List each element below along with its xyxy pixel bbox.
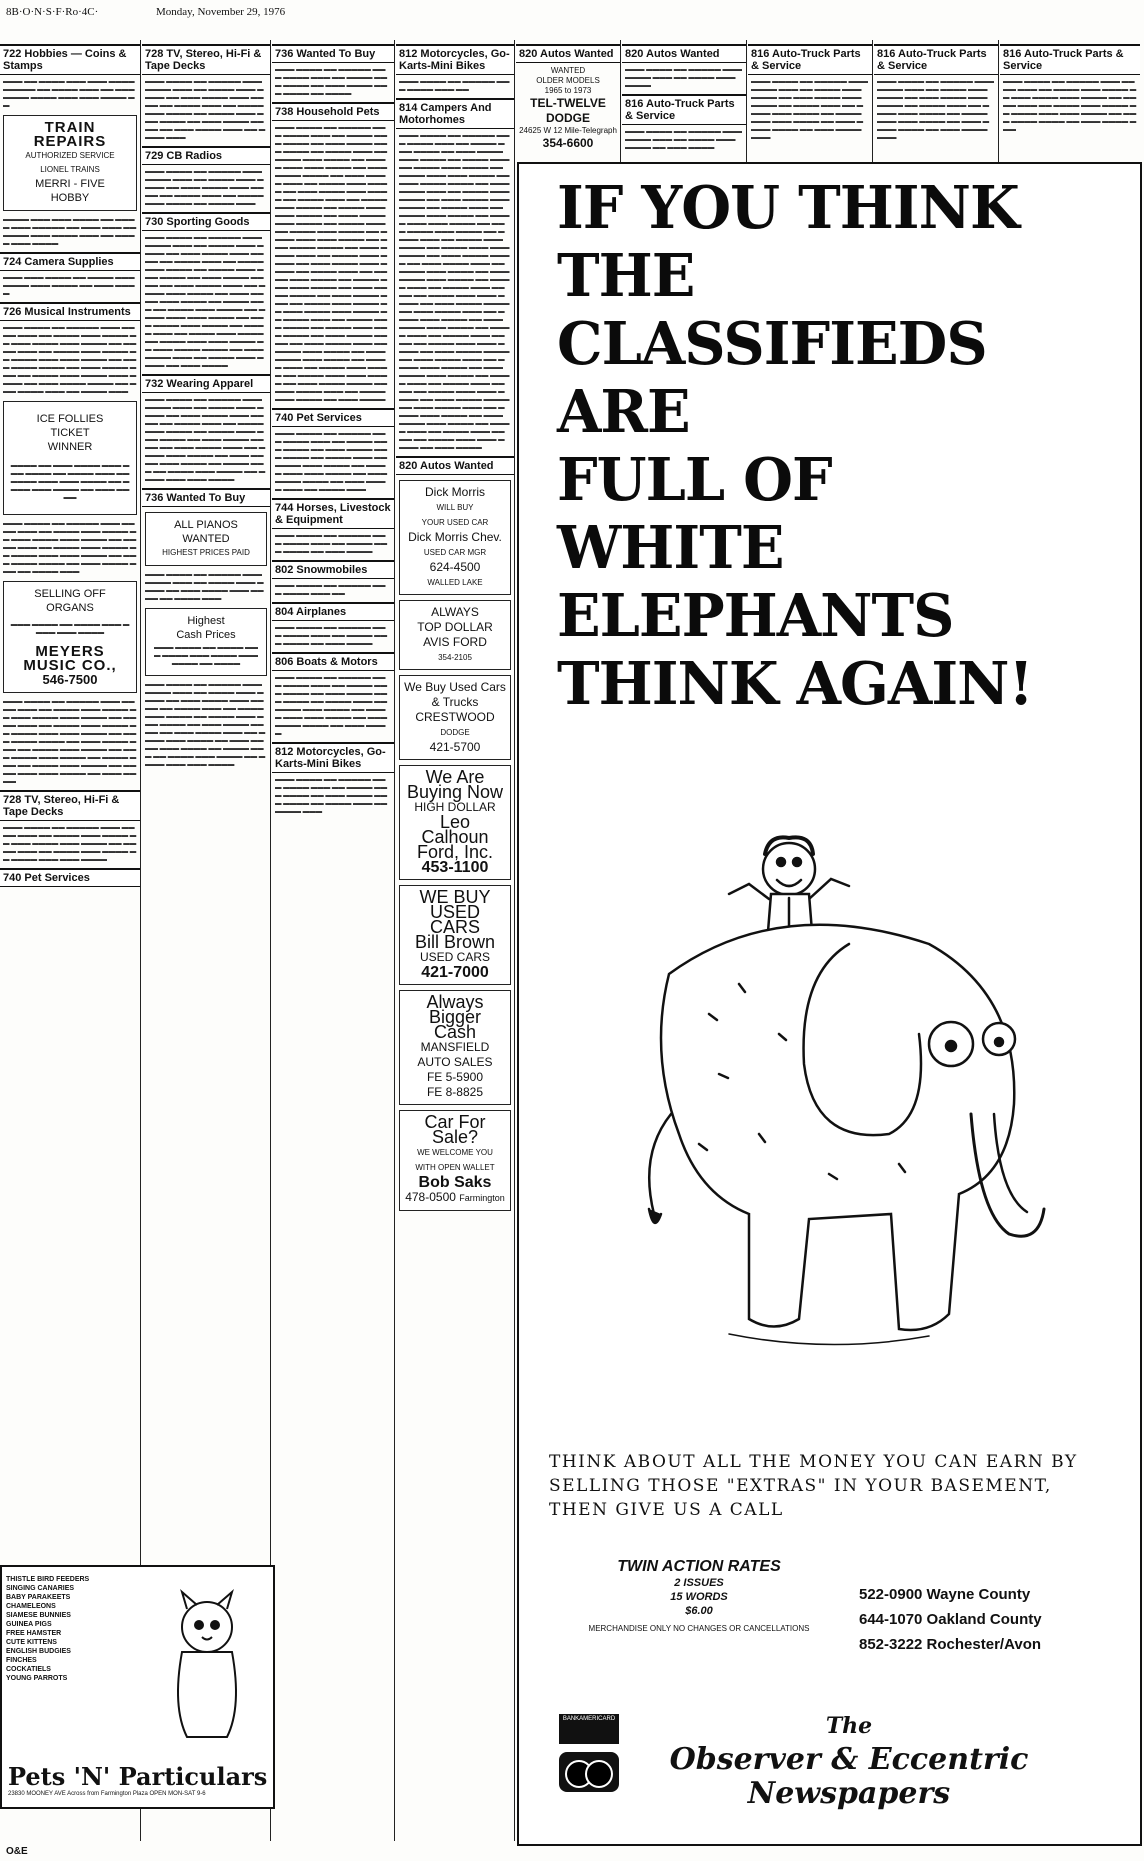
section-header: 728 TV, Stereo, Hi-Fi & Tape Decks [0,790,140,821]
section-header: 738 Household Pets [272,102,394,121]
classified-column-4: 812 Motorcycles, Go-Karts-Mini Bikes ▬▬▬ ▬▬▬▬ ▬▬ ▬▬▬▬▬ ▬▬▬ ▬▬▬▬ ▬▬▬ ▬▬ 814 Campers And Motorhomes ▬▬▬ ▬▬▬▬ ▬▬ ▬▬▬▬▬ ▬▬▬ ▬▬▬▬ ▬▬▬ ▬▬ ▬▬▬▬ ▬▬▬ ▬▬▬▬ ▬▬ ▬▬▬ ▬▬▬▬ ▬▬▬ ▬▬▬▬ ▬▬ ▬▬▬▬ ▬▬▬ ▬▬ ▬▬▬▬ ▬▬▬ ▬▬▬▬ ▬▬ ▬▬▬▬ ▬▬▬ ▬▬▬ ▬▬▬▬ ▬▬ ▬▬▬ ▬▬▬▬ ▬▬▬▬ ▬▬ ▬▬▬ ▬▬▬▬ ▬▬▬ ▬▬ ▬▬▬▬ ▬▬▬ ▬▬▬▬ ▬▬ ▬▬▬ ▬▬▬▬ ▬▬▬ ▬▬▬▬ ▬▬ ▬▬▬▬ ▬▬▬ ▬▬ ▬▬▬▬ ▬▬▬ ▬▬▬▬ ▬▬ ▬▬▬▬ ▬▬▬ ▬▬▬ ▬▬▬▬ ▬▬ ▬▬▬ ▬▬▬▬ ▬▬▬ ▬▬▬▬ ▬▬ ▬▬▬▬ ▬▬▬ ▬▬ ▬▬▬▬ ▬▬▬ ▬▬▬▬ ▬▬ ▬▬▬▬ ▬▬▬ ▬▬▬ ▬▬▬▬ ▬▬ ▬▬▬ ▬▬▬▬ ▬▬▬▬ ▬▬ ▬▬▬ ▬▬▬▬ ▬▬▬ ▬▬ ▬▬▬▬ ▬▬▬ ▬▬▬▬ ▬▬ ▬▬▬ ▬▬▬▬ ▬▬▬ ▬▬▬▬ ▬▬ ▬▬▬▬ ▬▬▬ ▬▬ ▬▬▬▬ ▬▬▬ ▬▬▬▬ ▬▬ ▬▬▬▬ ▬▬▬ ▬▬▬ ▬▬▬▬ ▬▬ ▬▬▬ ▬▬▬▬ ▬▬▬▬ ▬▬ ▬▬▬ ▬▬▬▬ ▬▬▬ ▬▬ ▬▬▬▬ ▬▬▬ ▬▬▬▬ ▬▬ ▬▬▬ ▬▬▬▬ ▬▬▬ ▬▬▬▬ ▬▬ ▬▬▬▬ ▬▬▬ ▬▬ ▬▬▬▬ ▬▬▬ ▬▬▬▬ ▬▬ ▬▬▬▬ ▬▬▬ ▬▬▬ ▬▬▬▬ ▬▬ ▬▬▬ ▬▬▬▬ ▬▬▬▬ ▬▬ ▬▬▬ ▬▬▬▬ ▬▬▬ ▬▬ ▬▬▬▬ ▬▬▬ ▬▬▬▬ ▬▬ ▬▬▬ ▬▬▬▬ ▬▬▬ ▬▬▬▬ ▬▬ ▬▬▬▬ ▬▬▬ ▬▬ ▬▬▬▬ ▬▬▬ ▬▬▬▬ ▬▬ ▬▬▬▬ ▬▬▬ ▬▬▬ ▬▬▬▬ ▬▬ ▬▬▬ ▬▬▬▬ ▬▬▬▬ ▬▬ ▬▬▬ ▬▬▬▬ ▬▬▬ ▬▬ ▬▬▬▬ ▬▬▬ ▬▬▬▬ ▬▬ ▬▬▬ ▬▬▬▬ ▬▬▬ ▬▬▬▬ ▬▬ ▬▬▬▬ ▬▬▬ ▬▬ ▬▬▬▬ ▬▬▬ ▬▬▬▬ ▬▬ ▬▬▬▬ ▬▬▬ ▬▬▬ ▬▬▬▬ ▬▬ ▬▬▬ ▬▬▬▬ 820 Autos Wanted Dick Morris WILL BUY YOUR USED CAR Dick Morris Chev. USED CAR MGR 624-4500 WALLED LAKE ALWAYS TOP DOLLAR AVIS FORD 354-2105 We Buy Used Cars & Trucks CRESTWOOD DODGE 421-5700 We Are Buying Now HIGH DOLLAR Leo Calhoun Ford, Inc. 453-1100 WE BUY USED CARS Bill Brown USED CARS 421-7000 Always Bigger Cash MANSFIELD AUTO SALES FE 5-5900 FE 8-8825 Car For Sale? WE WELCOME YOU WITH OPEN WALLET Bob Saks 478-0500 Farmington [396,40,515,1841]
phone-list [859,1582,1139,1657]
cat-illustration [152,1587,262,1747]
section-header: 820 Autos Wanted [396,456,514,475]
page-date: Monday, November 29, 1976 [156,6,286,18]
section-header: 812 Motorcycles, Go-Karts-Mini Bikes [396,44,514,75]
footer-mark: O&E [6,1846,28,1857]
top-column-5: 816 Auto-Truck Parts & Service ▬▬▬ ▬▬▬▬ ▬▬ ▬▬▬▬▬ ▬▬▬ ▬▬▬▬ ▬▬▬ ▬▬ ▬▬▬▬ ▬▬▬ ▬▬▬▬ ▬▬ ▬▬▬ ▬▬▬▬ ▬▬▬ ▬▬▬▬ ▬▬ ▬▬▬▬ ▬▬▬ ▬▬ ▬▬▬▬ ▬▬▬ ▬▬▬▬ ▬▬ ▬▬▬▬ ▬▬▬ ▬▬▬ ▬▬▬▬ ▬▬ ▬▬▬ ▬▬▬▬ ▬▬▬▬ ▬▬ ▬▬▬ ▬▬▬▬ ▬▬▬ [1000,40,1140,162]
pets-list: THISTLE BIRD FEEDERS SINGING CANARIES BABY PARAKEETS CHAMELEONS SIAMESE BUNNIES GUINEA PIGS FREE HAMSTER CUTE KITTENS ENGLISH BUDGIES FINCHES COCKATIELS YOUNG PARROTS [6,1576,90,1682]
mastercharge-icon [559,1752,619,1792]
section-header: 740 Pet Services [0,868,140,887]
classified-column-3: 736 Wanted To Buy ▬▬▬ ▬▬▬▬ ▬▬ ▬▬▬▬▬ ▬▬▬ ▬▬▬▬ ▬▬▬ ▬▬ ▬▬▬▬ ▬▬▬ ▬▬▬▬ ▬▬ ▬▬▬ ▬▬▬▬ ▬▬▬ ▬▬▬▬ ▬▬ ▬▬▬▬ 738 Household Pets ▬▬▬ ▬▬▬▬ ▬▬ ▬▬▬▬▬ ▬▬▬ ▬▬▬▬ ▬▬▬ ▬▬ ▬▬▬▬ ▬▬▬ ▬▬▬▬ ▬▬ ▬▬▬ ▬▬▬▬ ▬▬▬ ▬▬▬▬ ▬▬ ▬▬▬▬ ▬▬▬ ▬▬ ▬▬▬▬ ▬▬▬ ▬▬▬▬ ▬▬ ▬▬▬▬ ▬▬▬ ▬▬▬ ▬▬▬▬ ▬▬ ▬▬▬ ▬▬▬▬ ▬▬▬▬ ▬▬ ▬▬▬ ▬▬▬▬ ▬▬▬ ▬▬ ▬▬▬▬ ▬▬▬ ▬▬▬▬ ▬▬ ▬▬▬ ▬▬▬▬ ▬▬▬ ▬▬▬▬ ▬▬ ▬▬▬▬ ▬▬▬ ▬▬ ▬▬▬▬ ▬▬▬ ▬▬▬▬ ▬▬ ▬▬▬▬ ▬▬▬ ▬▬▬ ▬▬▬▬ ▬▬ ▬▬▬ ▬▬▬▬ ▬▬▬ ▬▬▬▬ ▬▬ ▬▬▬▬ ▬▬▬ ▬▬ ▬▬▬▬ ▬▬▬ ▬▬▬▬ ▬▬ ▬▬▬▬ ▬▬▬ ▬▬▬ ▬▬▬▬ ▬▬ ▬▬▬ ▬▬▬▬ ▬▬▬▬ ▬▬ ▬▬▬ ▬▬▬▬ ▬▬▬ ▬▬ ▬▬▬▬ ▬▬▬ ▬▬▬▬ ▬▬ ▬▬▬ ▬▬▬▬ ▬▬▬ ▬▬▬▬ ▬▬ ▬▬▬▬ ▬▬▬ ▬▬ ▬▬▬▬ ▬▬▬ ▬▬▬▬ ▬▬ ▬▬▬▬ ▬▬▬ ▬▬▬ ▬▬▬▬ ▬▬ ▬▬▬ ▬▬▬▬ ▬▬▬▬ ▬▬ ▬▬▬ ▬▬▬▬ ▬▬▬ ▬▬ ▬▬▬▬ ▬▬▬ ▬▬▬▬ ▬▬ ▬▬▬ ▬▬▬▬ ▬▬▬ ▬▬▬▬ ▬▬ ▬▬▬▬ ▬▬▬ ▬▬ ▬▬▬▬ ▬▬▬ ▬▬▬▬ ▬▬ ▬▬▬▬ ▬▬▬ ▬▬▬ ▬▬▬▬ ▬▬ ▬▬▬ ▬▬▬▬ ▬▬▬▬ ▬▬ ▬▬▬ ▬▬▬▬ ▬▬▬ ▬▬ ▬▬▬▬ ▬▬▬ ▬▬▬▬ ▬▬ ▬▬▬ ▬▬▬▬ ▬▬▬ ▬▬▬▬ ▬▬ ▬▬▬▬ ▬▬▬ ▬▬ ▬▬▬▬ ▬▬▬ ▬▬▬▬ ▬▬ ▬▬▬▬ ▬▬▬ ▬▬▬ ▬▬▬▬ ▬▬ ▬▬▬ ▬▬▬▬ ▬▬▬▬ ▬▬ ▬▬▬ ▬▬▬▬ ▬▬▬ ▬▬ ▬▬▬▬ ▬▬▬ ▬▬▬▬ ▬▬ ▬▬▬ ▬▬▬▬ 740 Pet Services ▬▬▬ ▬▬▬▬ ▬▬ ▬▬▬▬▬ ▬▬▬ ▬▬▬▬ ▬▬▬ ▬▬ ▬▬▬▬ ▬▬▬ ▬▬▬▬ ▬▬ ▬▬▬ ▬▬▬▬ ▬▬▬ ▬▬▬▬ ▬▬ ▬▬▬▬ ▬▬▬ ▬▬ ▬▬▬▬ ▬▬▬ ▬▬▬▬ ▬▬ ▬▬▬▬ ▬▬▬ ▬▬▬ ▬▬▬▬ ▬▬ ▬▬▬ ▬▬▬▬ ▬▬▬▬ ▬▬ ▬▬▬ ▬▬▬▬ ▬▬▬ ▬▬ ▬▬▬▬ ▬▬▬ 744 Horses, Livestock & Equipment ▬▬▬ ▬▬▬▬ ▬▬ ▬▬▬▬▬ ▬▬▬ ▬▬▬▬ ▬▬▬ ▬▬ ▬▬▬▬ ▬▬▬ ▬▬▬▬ ▬▬ ▬▬▬ ▬▬▬▬ 802 Snowmobiles ▬▬▬ ▬▬▬▬ ▬▬ ▬▬▬▬▬ ▬▬▬ ▬▬▬▬ ▬▬▬ ▬▬ 804 Airplanes ▬▬▬ ▬▬▬▬ ▬▬ ▬▬▬▬▬ ▬▬▬ ▬▬▬▬ ▬▬▬ ▬▬ ▬▬▬▬ ▬▬▬ ▬▬▬▬ ▬▬ ▬▬▬ ▬▬▬▬ 806 Boats & Motors ▬▬▬ ▬▬▬▬ ▬▬ ▬▬▬▬▬ ▬▬▬ ▬▬▬▬ ▬▬▬ ▬▬ ▬▬▬▬ ▬▬▬ ▬▬▬▬ ▬▬ ▬▬▬ ▬▬▬▬ ▬▬▬ ▬▬▬▬ ▬▬ ▬▬▬▬ ▬▬▬ ▬▬ ▬▬▬▬ ▬▬▬ ▬▬▬▬ ▬▬ ▬▬▬▬ ▬▬▬ ▬▬▬ ▬▬▬▬ ▬▬ ▬▬▬ ▬▬▬▬ ▬▬▬▬ ▬▬ ▬▬▬ ▬▬▬▬ 812 Motorcycles, Go-Karts-Mini Bikes ▬▬▬ ▬▬▬▬ ▬▬ ▬▬▬▬▬ ▬▬▬ ▬▬▬▬ ▬▬▬ ▬▬ ▬▬▬▬ ▬▬▬ ▬▬▬▬ ▬▬ ▬▬▬ ▬▬▬▬ ▬▬▬ ▬▬▬▬ ▬▬ ▬▬▬▬ ▬▬▬ ▬▬ ▬▬▬▬ ▬▬▬ [272,40,395,1841]
classified-column-1: 722 Hobbies — Coins & Stamps ▬▬▬ ▬▬ ▬▬▬▬ ▬▬▬ ▬▬▬ ▬▬▬▬ ▬▬▬▬▬ ▬▬ ▬▬▬▬ ▬▬▬ ▬▬ ▬▬▬ ▬▬▬▬ ▬▬▬▬ ▬▬▬ ▬▬▬ ▬▬▬▬ ▬▬ TRAIN REPAIRS AUTHORIZED SERVICE LIONEL TRAINS MERRI - FIVE HOBBY ▬▬▬▬ ▬▬▬ ▬▬▬ ▬▬▬▬ ▬▬ ▬▬▬▬ ▬▬▬ ▬▬▬▬▬ ▬▬ ▬▬▬ ▬▬▬ ▬▬ ▬▬▬▬ ▬▬▬ ▬▬▬▬ ▬▬▬ ▬▬ ▬▬▬▬ ▬▬▬ ▬▬▬▬ 724 Camera Supplies ▬▬▬ ▬▬▬ ▬▬▬▬ ▬▬ ▬▬▬▬ ▬▬▬ ▬▬▬▬ ▬▬▬ ▬▬▬▬ ▬▬ ▬▬▬ ▬▬▬▬ 726 Musical Instruments ▬▬▬ ▬▬▬▬ ▬▬ ▬▬▬▬▬ ▬▬▬ ▬▬▬▬ ▬▬▬ ▬▬ ▬▬▬▬ ▬▬▬ ▬▬▬▬ ▬▬ ▬▬▬ ▬▬▬▬ ▬▬▬ ▬▬▬▬ ▬▬ ▬▬▬▬ ▬▬▬ ▬▬ ▬▬▬▬ ▬▬▬ ▬▬▬▬ ▬▬ ▬▬▬▬ ▬▬▬ ▬▬▬ ▬▬▬▬ ▬▬ ▬▬▬ ▬▬▬▬ ▬▬▬▬ ▬▬ ▬▬▬ ▬▬▬▬ ▬▬▬ ▬▬ ▬▬▬▬ ▬▬▬ ▬▬▬▬ ▬▬▬ ▬▬▬▬ ▬▬ ▬▬▬ ▬▬▬▬ ▬▬▬▬ ▬▬ ▬▬▬ ▬▬▬▬ ▬▬▬ ▬▬ ▬▬▬▬ ▬▬▬ ICE FOLLIES TICKET WINNER ▬▬▬▬ ▬▬ ▬▬▬ ▬▬▬▬ ▬▬▬ ▬▬▬ ▬▬▬▬ ▬▬ ▬▬▬▬ ▬▬▬ ▬▬ ▬▬▬▬ ▬▬▬ ▬▬▬ ▬▬▬▬ ▬▬ ▬▬▬▬ ▬▬▬ ▬▬▬▬ ▬▬ ▬▬▬ ▬▬▬▬ ▬▬▬ ▬▬▬▬ ▬▬ ▬▬▬▬▬ ▬▬▬ ▬▬▬▬ ▬▬▬ ▬▬ ▬▬▬▬ ▬▬▬ ▬▬▬▬ ▬▬ ▬▬▬ ▬▬▬▬ ▬▬▬ ▬▬▬▬ ▬▬ ▬▬▬▬ ▬▬▬ ▬▬ ▬▬▬▬ ▬▬▬ ▬▬▬▬ ▬▬ ▬▬▬▬ ▬▬▬ ▬▬▬ ▬▬▬▬ ▬▬ ▬▬▬ ▬▬▬▬ ▬▬▬▬ ▬▬ ▬▬▬ ▬▬▬▬ ▬▬▬ ▬▬ ▬▬▬▬ ▬▬▬ SELLING OFF ORGANS ▬▬▬ ▬▬▬▬ ▬▬ ▬▬▬▬ ▬▬▬ ▬▬▬▬ ▬▬▬ ▬▬▬▬ MEYERS MUSIC CO., 546-7500 ▬▬▬ ▬▬▬▬ ▬▬ ▬▬▬▬▬ ▬▬▬ ▬▬▬▬ ▬▬▬ ▬▬ ▬▬▬▬ ▬▬▬ ▬▬▬▬ ▬▬ ▬▬▬ ▬▬▬▬ ▬▬▬ ▬▬▬▬ ▬▬ ▬▬▬▬ ▬▬▬ ▬▬ ▬▬▬▬ ▬▬▬ ▬▬▬▬ ▬▬ ▬▬▬▬ ▬▬▬ ▬▬▬ ▬▬▬▬ ▬▬ ▬▬▬ ▬▬▬▬ ▬▬▬▬ ▬▬ ▬▬▬ ▬▬▬▬ ▬▬▬ ▬▬ ▬▬▬▬ ▬▬▬ ▬▬▬▬ ▬▬ ▬▬▬ ▬▬▬▬ ▬▬▬ ▬▬▬▬ ▬▬ ▬▬▬▬ ▬▬▬ ▬▬ ▬▬▬▬ ▬▬▬ ▬▬▬▬ ▬▬ ▬▬▬▬ ▬▬▬ ▬▬▬ ▬▬▬▬ ▬▬ ▬▬▬ ▬▬▬▬ 728 TV, Stereo, Hi-Fi & Tape Decks ▬▬▬ ▬▬▬▬ ▬▬ ▬▬▬▬▬ ▬▬▬ ▬▬▬▬ ▬▬▬ ▬▬ ▬▬▬▬ ▬▬▬ ▬▬▬▬ ▬▬ ▬▬▬ ▬▬▬▬ ▬▬▬ ▬▬▬▬ ▬▬ ▬▬▬▬ ▬▬▬ ▬▬ ▬▬▬▬ ▬▬▬ ▬▬▬▬ ▬▬ ▬▬▬▬ ▬▬▬ ▬▬▬ ▬▬▬▬ 740 Pet Services [0,40,141,1841]
top-column-4: 816 Auto-Truck Parts & Service ▬▬▬ ▬▬▬▬ ▬▬ ▬▬▬▬▬ ▬▬▬ ▬▬▬▬ ▬▬▬ ▬▬ ▬▬▬▬ ▬▬▬ ▬▬▬▬ ▬▬ ▬▬▬ ▬▬▬▬ ▬▬▬ ▬▬▬▬ ▬▬ ▬▬▬▬ ▬▬▬ ▬▬ ▬▬▬▬ ▬▬▬ ▬▬▬▬ ▬▬ ▬▬▬▬ ▬▬▬ ▬▬▬ ▬▬▬▬ ▬▬ ▬▬▬ ▬▬▬▬ ▬▬▬▬ ▬▬ ▬▬▬ ▬▬▬▬ ▬▬▬ [874,40,999,162]
cash-prices-ad: Highest Cash Prices ▬▬▬ ▬▬▬▬ ▬▬ ▬▬▬▬ ▬▬▬ ▬▬▬▬ ▬▬▬ ▬▬▬▬ ▬▬▬ ▬▬▬▬ ▬▬ ▬▬▬▬ [145,608,267,676]
top-column-1: 820 Autos Wanted WANTED OLDER MODELS 1965 to 1973 TEL-TWELVE DODGE 24625 W 12 Mile-Telegraph 354-6600 [516,40,621,162]
train-repairs-ad: TRAIN REPAIRS AUTHORIZED SERVICE LIONEL TRAINS MERRI - FIVE HOBBY [3,115,137,211]
masthead [6,4,1138,22]
pets-n-particulars-ad [0,1565,275,1809]
observer-eccentric-logo: The Observer & Eccentric Newspapers [669,1713,1029,1811]
classified-column-2: 728 TV, Stereo, Hi-Fi & Tape Decks ▬▬▬ ▬▬▬▬ ▬▬ ▬▬▬▬▬ ▬▬▬ ▬▬▬▬ ▬▬▬ ▬▬ ▬▬▬▬ ▬▬▬ ▬▬▬▬ ▬▬ ▬▬▬ ▬▬▬▬ ▬▬▬ ▬▬▬▬ ▬▬ ▬▬▬▬ ▬▬▬ ▬▬ ▬▬▬▬ ▬▬▬ ▬▬▬▬ ▬▬ ▬▬▬▬ ▬▬▬ ▬▬▬ ▬▬▬▬ ▬▬ ▬▬▬ ▬▬▬▬ ▬▬▬▬ ▬▬ ▬▬▬ ▬▬▬▬ ▬▬▬ ▬▬ ▬▬▬▬ ▬▬▬ 729 CB Radios ▬▬▬ ▬▬▬▬ ▬▬ ▬▬▬▬▬ ▬▬▬ ▬▬▬▬ ▬▬▬ ▬▬ ▬▬▬▬ ▬▬▬ ▬▬▬▬ ▬▬ ▬▬▬ ▬▬▬▬ ▬▬▬ ▬▬▬▬ ▬▬ ▬▬▬▬ ▬▬▬ ▬▬ ▬▬▬▬ ▬▬▬ ▬▬▬▬ ▬▬ ▬▬▬▬ ▬▬▬ 730 Sporting Goods ▬▬▬ ▬▬▬▬ ▬▬ ▬▬▬▬▬ ▬▬▬ ▬▬▬▬ ▬▬▬ ▬▬ ▬▬▬▬ ▬▬▬ ▬▬▬▬ ▬▬ ▬▬▬ ▬▬▬▬ ▬▬▬ ▬▬▬▬ ▬▬ ▬▬▬▬ ▬▬▬ ▬▬ ▬▬▬▬ ▬▬▬ ▬▬▬▬ ▬▬ ▬▬▬▬ ▬▬▬ ▬▬▬ ▬▬▬▬ ▬▬ ▬▬▬ ▬▬▬▬ ▬▬▬▬ ▬▬ ▬▬▬ ▬▬▬▬ ▬▬▬ ▬▬ ▬▬▬▬ ▬▬▬ ▬▬▬▬ ▬▬ ▬▬▬ ▬▬▬▬ ▬▬▬ ▬▬▬▬ ▬▬ ▬▬▬▬ ▬▬▬ ▬▬ ▬▬▬▬ ▬▬▬ ▬▬▬▬ ▬▬ ▬▬▬▬ ▬▬▬ ▬▬▬ ▬▬▬▬ ▬▬ ▬▬▬ ▬▬▬▬ ▬▬▬ ▬▬▬▬ ▬▬ ▬▬▬▬ ▬▬▬ ▬▬ ▬▬▬▬ ▬▬▬ ▬▬▬▬ ▬▬ ▬▬▬▬ ▬▬▬ ▬▬▬ ▬▬▬▬ ▬▬ ▬▬▬ ▬▬▬▬ ▬▬▬▬ ▬▬ ▬▬▬ ▬▬▬▬ ▬▬▬ ▬▬ ▬▬▬▬ ▬▬▬ ▬▬▬▬ ▬▬ ▬▬▬ ▬▬▬▬ 732 Wearing Apparel ▬▬▬ ▬▬▬▬ ▬▬ ▬▬▬▬▬ ▬▬▬ ▬▬▬▬ ▬▬▬ ▬▬ ▬▬▬▬ ▬▬▬ ▬▬▬▬ ▬▬ ▬▬▬ ▬▬▬▬ ▬▬▬ ▬▬▬▬ ▬▬ ▬▬▬▬ ▬▬▬ ▬▬ ▬▬▬▬ ▬▬▬ ▬▬▬▬ ▬▬ ▬▬▬▬ ▬▬▬ ▬▬▬ ▬▬▬▬ ▬▬ ▬▬▬ ▬▬▬▬ ▬▬▬▬ ▬▬ ▬▬▬ ▬▬▬▬ ▬▬▬ ▬▬ ▬▬▬▬ ▬▬▬ ▬▬▬▬ ▬▬ ▬▬▬ ▬▬▬▬ ▬▬▬ ▬▬▬▬ ▬▬ ▬▬▬▬ ▬▬▬ ▬▬ ▬▬▬▬ ▬▬▬ ▬▬▬▬ ▬▬ ▬▬▬▬ ▬▬▬ ▬▬▬ ▬▬▬▬ 736 Wanted To Buy ALL PIANOS WANTED HIGHEST PRICES PAID ▬▬▬ ▬▬▬▬ ▬▬ ▬▬▬▬▬ ▬▬▬ ▬▬▬▬ ▬▬▬ ▬▬ ▬▬▬▬ ▬▬▬ ▬▬▬▬ ▬▬ ▬▬▬ ▬▬▬▬ ▬▬▬ ▬▬▬▬ ▬▬ ▬▬▬▬ ▬▬▬ Highest Cash Prices ▬▬▬ ▬▬▬▬ ▬▬ ▬▬▬▬ ▬▬▬ ▬▬▬▬ ▬▬▬ ▬▬▬▬ ▬▬▬ ▬▬▬▬ ▬▬ ▬▬▬▬ ▬▬▬ ▬▬▬▬ ▬▬ ▬▬▬▬▬ ▬▬▬ ▬▬▬▬ ▬▬▬ ▬▬ ▬▬▬▬ ▬▬▬ ▬▬▬▬ ▬▬ ▬▬▬ ▬▬▬▬ ▬▬▬ ▬▬▬▬ ▬▬ ▬▬▬▬ ▬▬▬ ▬▬ ▬▬▬▬ ▬▬▬ ▬▬▬▬ ▬▬ ▬▬▬▬ ▬▬▬ ▬▬▬ ▬▬▬▬ ▬▬ ▬▬▬ ▬▬▬▬ ▬▬▬▬ ▬▬ ▬▬▬ ▬▬▬▬ ▬▬▬ ▬▬ ▬▬▬▬ ▬▬▬ ▬▬▬▬ ▬▬ ▬▬▬ ▬▬▬▬ ▬▬▬ ▬▬▬▬ ▬▬ ▬▬▬▬ ▬▬▬ ▬▬ ▬▬▬▬ ▬▬▬ ▬▬▬▬ ▬▬ ▬▬▬▬ ▬▬▬ ▬▬▬ ▬▬▬▬ [142,40,271,1841]
section-header: 806 Boats & Motors [272,652,394,671]
page-id: 8B·O·N·S·F·Ro·4C· [6,6,99,18]
crestwood-dodge-ad: We Buy Used Cars & Trucks CRESTWOOD DODGE 421-5700 [399,675,511,760]
phone-oakland: 644-1070 Oakland County [859,1611,1042,1628]
bankamericard-icon: BANKAMERICARD [559,1714,619,1744]
section-header: 726 Musical Instruments [0,302,140,321]
phone-rochester: 852-3222 Rochester/Avon [859,1636,1042,1653]
twin-action-rates: TWIN ACTION RATES 2 ISSUES 15 WORDS $6.00 MERCHANDISE ONLY NO CHANGES OR CANCELLATIONS [588,1558,810,1633]
credit-card-logos [559,1714,629,1792]
ad-body-text: THINK ABOUT ALL THE MONEY YOU CAN EARN BY SELLING THOSE "EXTRAS" IN YOUR BASEMENT, THEN GIVE US A CALL [549,1452,1078,1520]
elephant-illustration [599,814,1059,1374]
selling-organs-ad: SELLING OFF ORGANS ▬▬▬ ▬▬▬▬ ▬▬ ▬▬▬▬ ▬▬▬ ▬▬▬▬ ▬▬▬ ▬▬▬▬ MEYERS MUSIC CO., 546-7500 [3,581,137,693]
section-header: 732 Wearing Apparel [142,374,270,393]
pianos-wanted-ad: ALL PIANOS WANTED HIGHEST PRICES PAID [145,512,267,566]
section-header: 812 Motorcycles, Go-Karts-Mini Bikes [272,742,394,773]
section-header: 722 Hobbies — Coins & Stamps [0,44,140,75]
phone-wayne: 522-0900 Wayne County [859,1586,1031,1603]
leo-calhoun-ad: We Are Buying Now HIGH DOLLAR Leo Calhoun Ford, Inc. 453-1100 [399,765,511,880]
pets-store-name: Pets 'N' Particulars [8,1762,268,1791]
section-header: 728 TV, Stereo, Hi-Fi & Tape Decks [142,44,270,75]
white-elephant-ad [517,162,1142,1846]
section-header: 724 Camera Supplies [0,252,140,271]
section-header: 736 Wanted To Buy [142,488,270,507]
top-column-3: 816 Auto-Truck Parts & Service ▬▬▬ ▬▬▬▬ ▬▬ ▬▬▬▬▬ ▬▬▬ ▬▬▬▬ ▬▬▬ ▬▬ ▬▬▬▬ ▬▬▬ ▬▬▬▬ ▬▬ ▬▬▬ ▬▬▬▬ ▬▬▬ ▬▬▬▬ ▬▬ ▬▬▬▬ ▬▬▬ ▬▬ ▬▬▬▬ ▬▬▬ ▬▬▬▬ ▬▬ ▬▬▬▬ ▬▬▬ ▬▬▬ ▬▬▬▬ ▬▬ ▬▬▬ ▬▬▬▬ ▬▬▬▬ ▬▬ ▬▬▬ ▬▬▬▬ ▬▬▬ [748,40,873,162]
section-header: 814 Campers And Motorhomes [396,98,514,129]
pets-address: 23830 MOONEY AVE Across from Farmington Plaza OPEN MON-SAT 9-6 [8,1791,206,1797]
section-header: 744 Horses, Livestock & Equipment [272,498,394,529]
bill-brown-ad: WE BUY USED CARS Bill Brown USED CARS 421-7000 [399,885,511,985]
ice-follies-ad: ICE FOLLIES TICKET WINNER ▬▬▬▬ ▬▬ ▬▬▬ ▬▬▬▬ ▬▬▬ ▬▬▬ ▬▬▬▬ ▬▬ ▬▬▬▬ ▬▬▬ ▬▬ ▬▬▬▬ ▬▬▬ ▬▬▬ ▬▬▬▬ ▬▬ ▬▬▬▬ ▬▬▬ ▬▬▬▬ ▬▬ ▬▬▬ ▬▬▬▬ [3,401,137,515]
section-header: 802 Snowmobiles [272,560,394,579]
section-header: 740 Pet Services [272,408,394,427]
top-column-2: 820 Autos Wanted ▬▬▬ ▬▬▬▬ ▬▬ ▬▬▬▬▬ ▬▬▬ ▬▬▬▬ ▬▬▬ ▬▬ ▬▬▬▬ ▬▬▬ ▬▬▬▬ 816 Auto-Truck Parts & Service ▬▬▬ ▬▬▬▬ ▬▬ ▬▬▬▬▬ ▬▬▬ ▬▬▬▬ ▬▬▬ ▬▬ ▬▬▬▬ ▬▬▬ ▬▬▬▬ ▬▬ ▬▬▬ ▬▬▬▬ [622,40,747,162]
section-header: 729 CB Radios [142,146,270,165]
section-header: 730 Sporting Goods [142,212,270,231]
avis-ford-ad: ALWAYS TOP DOLLAR AVIS FORD 354-2105 [399,600,511,670]
ad-headline: IF YOU THINK THE CLASSIFIEDS ARE FULL OF WHITE ELEPHANTS THINK AGAIN! [557,173,1033,718]
dick-morris-ad: Dick Morris WILL BUY YOUR USED CAR Dick Morris Chev. USED CAR MGR 624-4500 WALLED LAKE [399,480,511,595]
mansfield-auto-ad: Always Bigger Cash MANSFIELD AUTO SALES FE 5-5900 FE 8-8825 [399,990,511,1105]
bob-saks-ad: Car For Sale? WE WELCOME YOU WITH OPEN WALLET Bob Saks 478-0500 Farmington [399,1110,511,1211]
section-header: 804 Airplanes [272,602,394,621]
section-header: 736 Wanted To Buy [272,44,394,63]
